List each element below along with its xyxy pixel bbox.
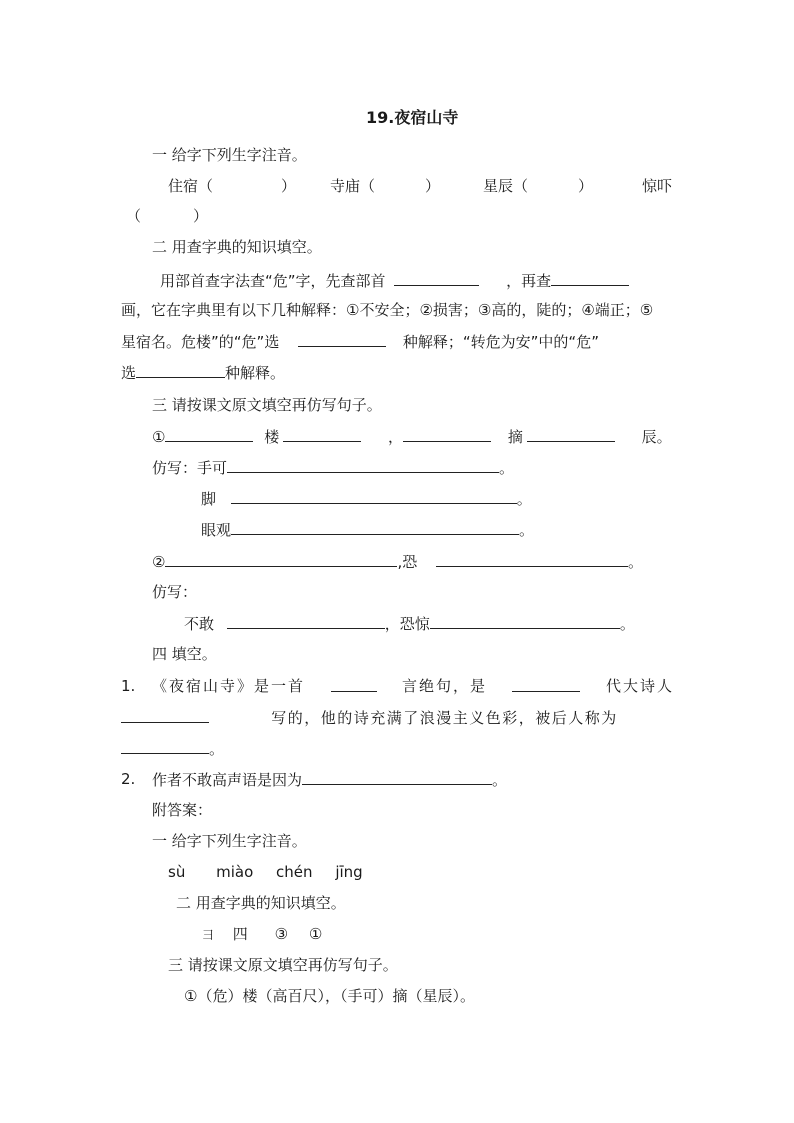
period: 。: [516, 490, 532, 508]
blank-q1-4[interactable]: [121, 738, 209, 754]
imitate-label-5: 不敢: [184, 615, 215, 633]
blank-imitate-5[interactable]: [430, 613, 620, 629]
poem-comma: ，: [388, 428, 404, 446]
imitate-line-1: [152, 457, 514, 478]
question-1-number: 1.: [121, 677, 136, 695]
blank-poem-4[interactable]: [527, 426, 615, 442]
imitate-line-3: [201, 519, 534, 540]
dict-text-6: 种解释。: [225, 364, 286, 382]
dict-text-3: 星宿名。危楼”的“危”选: [121, 333, 280, 351]
blank-radical[interactable]: [394, 270, 479, 286]
blank-poem-2[interactable]: [283, 426, 361, 442]
imitate-label-3: 眼观: [201, 521, 232, 539]
dictionary-line-1: [160, 270, 629, 291]
imitate-label-4: 仿写：: [152, 583, 198, 601]
blank-poem-6[interactable]: [436, 551, 628, 567]
dictionary-line-3: [121, 331, 599, 352]
word-3-close: ）: [578, 177, 594, 195]
period: 。: [499, 459, 515, 477]
section-1-heading: 一 给字下列生字注音。: [152, 146, 307, 164]
answers-heading-3: 三 请按课文原文填空再仿写句子。: [168, 956, 398, 974]
answer-radical: ⺕: [202, 928, 215, 942]
answer-meaning-1: ③: [274, 925, 289, 943]
period: 。: [209, 740, 225, 758]
blank-imitate-4[interactable]: [227, 613, 385, 629]
blank-q1-1[interactable]: [331, 676, 377, 692]
pinyin-word-4: 惊吓: [642, 177, 673, 195]
blank-poem-3[interactable]: [403, 426, 491, 442]
q1-text-3: 代大诗人: [605, 677, 674, 695]
answers-heading-1: 一 给字下列生字注音。: [152, 832, 307, 850]
word-3: 星辰（: [483, 177, 529, 195]
pinyin-word-2: [330, 176, 440, 196]
pinyin-1: sù: [168, 863, 186, 881]
poem-line-2: [152, 551, 643, 572]
pinyin-3: chén: [276, 863, 313, 881]
poem-word-zhai: 摘: [507, 428, 523, 446]
paren-close: ）: [193, 207, 209, 225]
word-2: 寺庙（: [330, 177, 376, 195]
question-2-number: 2.: [121, 770, 136, 788]
paren-open: （: [126, 207, 142, 225]
pinyin-word-3: [483, 176, 593, 196]
circled-2: ②: [152, 553, 166, 571]
q1-text-4: 写的，他的诗充满了浪漫主义色彩，被后人称为: [271, 709, 618, 727]
question-1-line-2: [121, 707, 618, 728]
q2-text: 作者不敢高声语是因为: [152, 771, 303, 789]
blank-q2[interactable]: [302, 769, 492, 785]
answer-strokes: 四: [232, 925, 248, 943]
answers-label: 附答案：: [152, 801, 213, 819]
q1-text-2: 言绝句，是: [401, 677, 487, 695]
blank-poem-1[interactable]: [165, 426, 253, 442]
period: 。: [519, 521, 535, 539]
word-1: 住宿（: [168, 177, 214, 195]
blank-imitate-3[interactable]: [231, 519, 519, 535]
period: 。: [628, 553, 644, 571]
question-2-line: [152, 769, 507, 790]
blank-poem-5[interactable]: [165, 551, 397, 567]
blank-q1-2[interactable]: [512, 676, 580, 692]
imitate-label-6: ，恐惊: [384, 615, 430, 633]
circled-1: ①: [152, 428, 166, 446]
word-2-close: ）: [425, 177, 441, 195]
imitate-line-2: [201, 488, 532, 509]
section-2-heading: 二 用查字典的知识填空。: [152, 238, 322, 256]
q1-text-1: 《夜宿山寺》是一首: [152, 677, 306, 695]
poem-word-chen: 辰。: [641, 428, 672, 446]
dict-text-1: 用部首查字法查“危”字，先查部首: [160, 272, 386, 290]
dictionary-line-2: 画，它在字典里有以下几种解释：①不安全；②损害；③高的，陡的；④端正；⑤: [121, 301, 654, 319]
answer-meaning-2: ①: [308, 925, 323, 943]
word-1-close: ）: [281, 177, 297, 195]
blank-q1-3[interactable]: [121, 707, 209, 723]
blank-imitate-2[interactable]: [231, 488, 517, 504]
poem-line-1: [152, 426, 672, 447]
section-3-heading: 三 请按课文原文填空再仿写句子。: [152, 396, 382, 414]
dict-text-4: 种解释；“转危为安”中的“危”: [402, 333, 599, 351]
imitate-line-4: [184, 613, 635, 634]
blank-meaning-2[interactable]: [136, 362, 225, 378]
blank-imitate-1[interactable]: [227, 457, 499, 473]
dictionary-line-4: [121, 362, 285, 383]
blank-meaning-1[interactable]: [298, 331, 386, 347]
section-4-heading: 四 填空。: [152, 645, 217, 663]
pinyin-2: miào: [216, 863, 254, 881]
question-1-line-1: [152, 676, 674, 696]
imitate-label-1: 仿写：手可: [152, 459, 228, 477]
blank-strokes[interactable]: [551, 270, 629, 286]
answers-pinyin: [168, 862, 363, 882]
imitate-label-2: 脚: [201, 490, 217, 508]
dict-text-5: 选: [121, 364, 137, 382]
period: 。: [492, 771, 508, 789]
page-title: 19.夜宿山寺: [366, 108, 459, 127]
pinyin-word-4-paren: [126, 206, 208, 226]
dict-text-2: ，再查: [506, 272, 552, 290]
question-1-line-3: [121, 738, 224, 759]
answers-dict: [202, 924, 322, 945]
answers-heading-2: 二 用查字典的知识填空。: [176, 894, 346, 912]
pinyin-line: [168, 176, 296, 196]
pinyin-4: jīng: [335, 863, 363, 881]
period: 。: [619, 615, 635, 633]
poem-word-lou: 楼: [264, 428, 280, 446]
poem-word-kong: ,恐: [397, 553, 418, 571]
answers-poem: ①（危）楼（高百尺），（手可）摘（星辰）。: [184, 987, 475, 1005]
